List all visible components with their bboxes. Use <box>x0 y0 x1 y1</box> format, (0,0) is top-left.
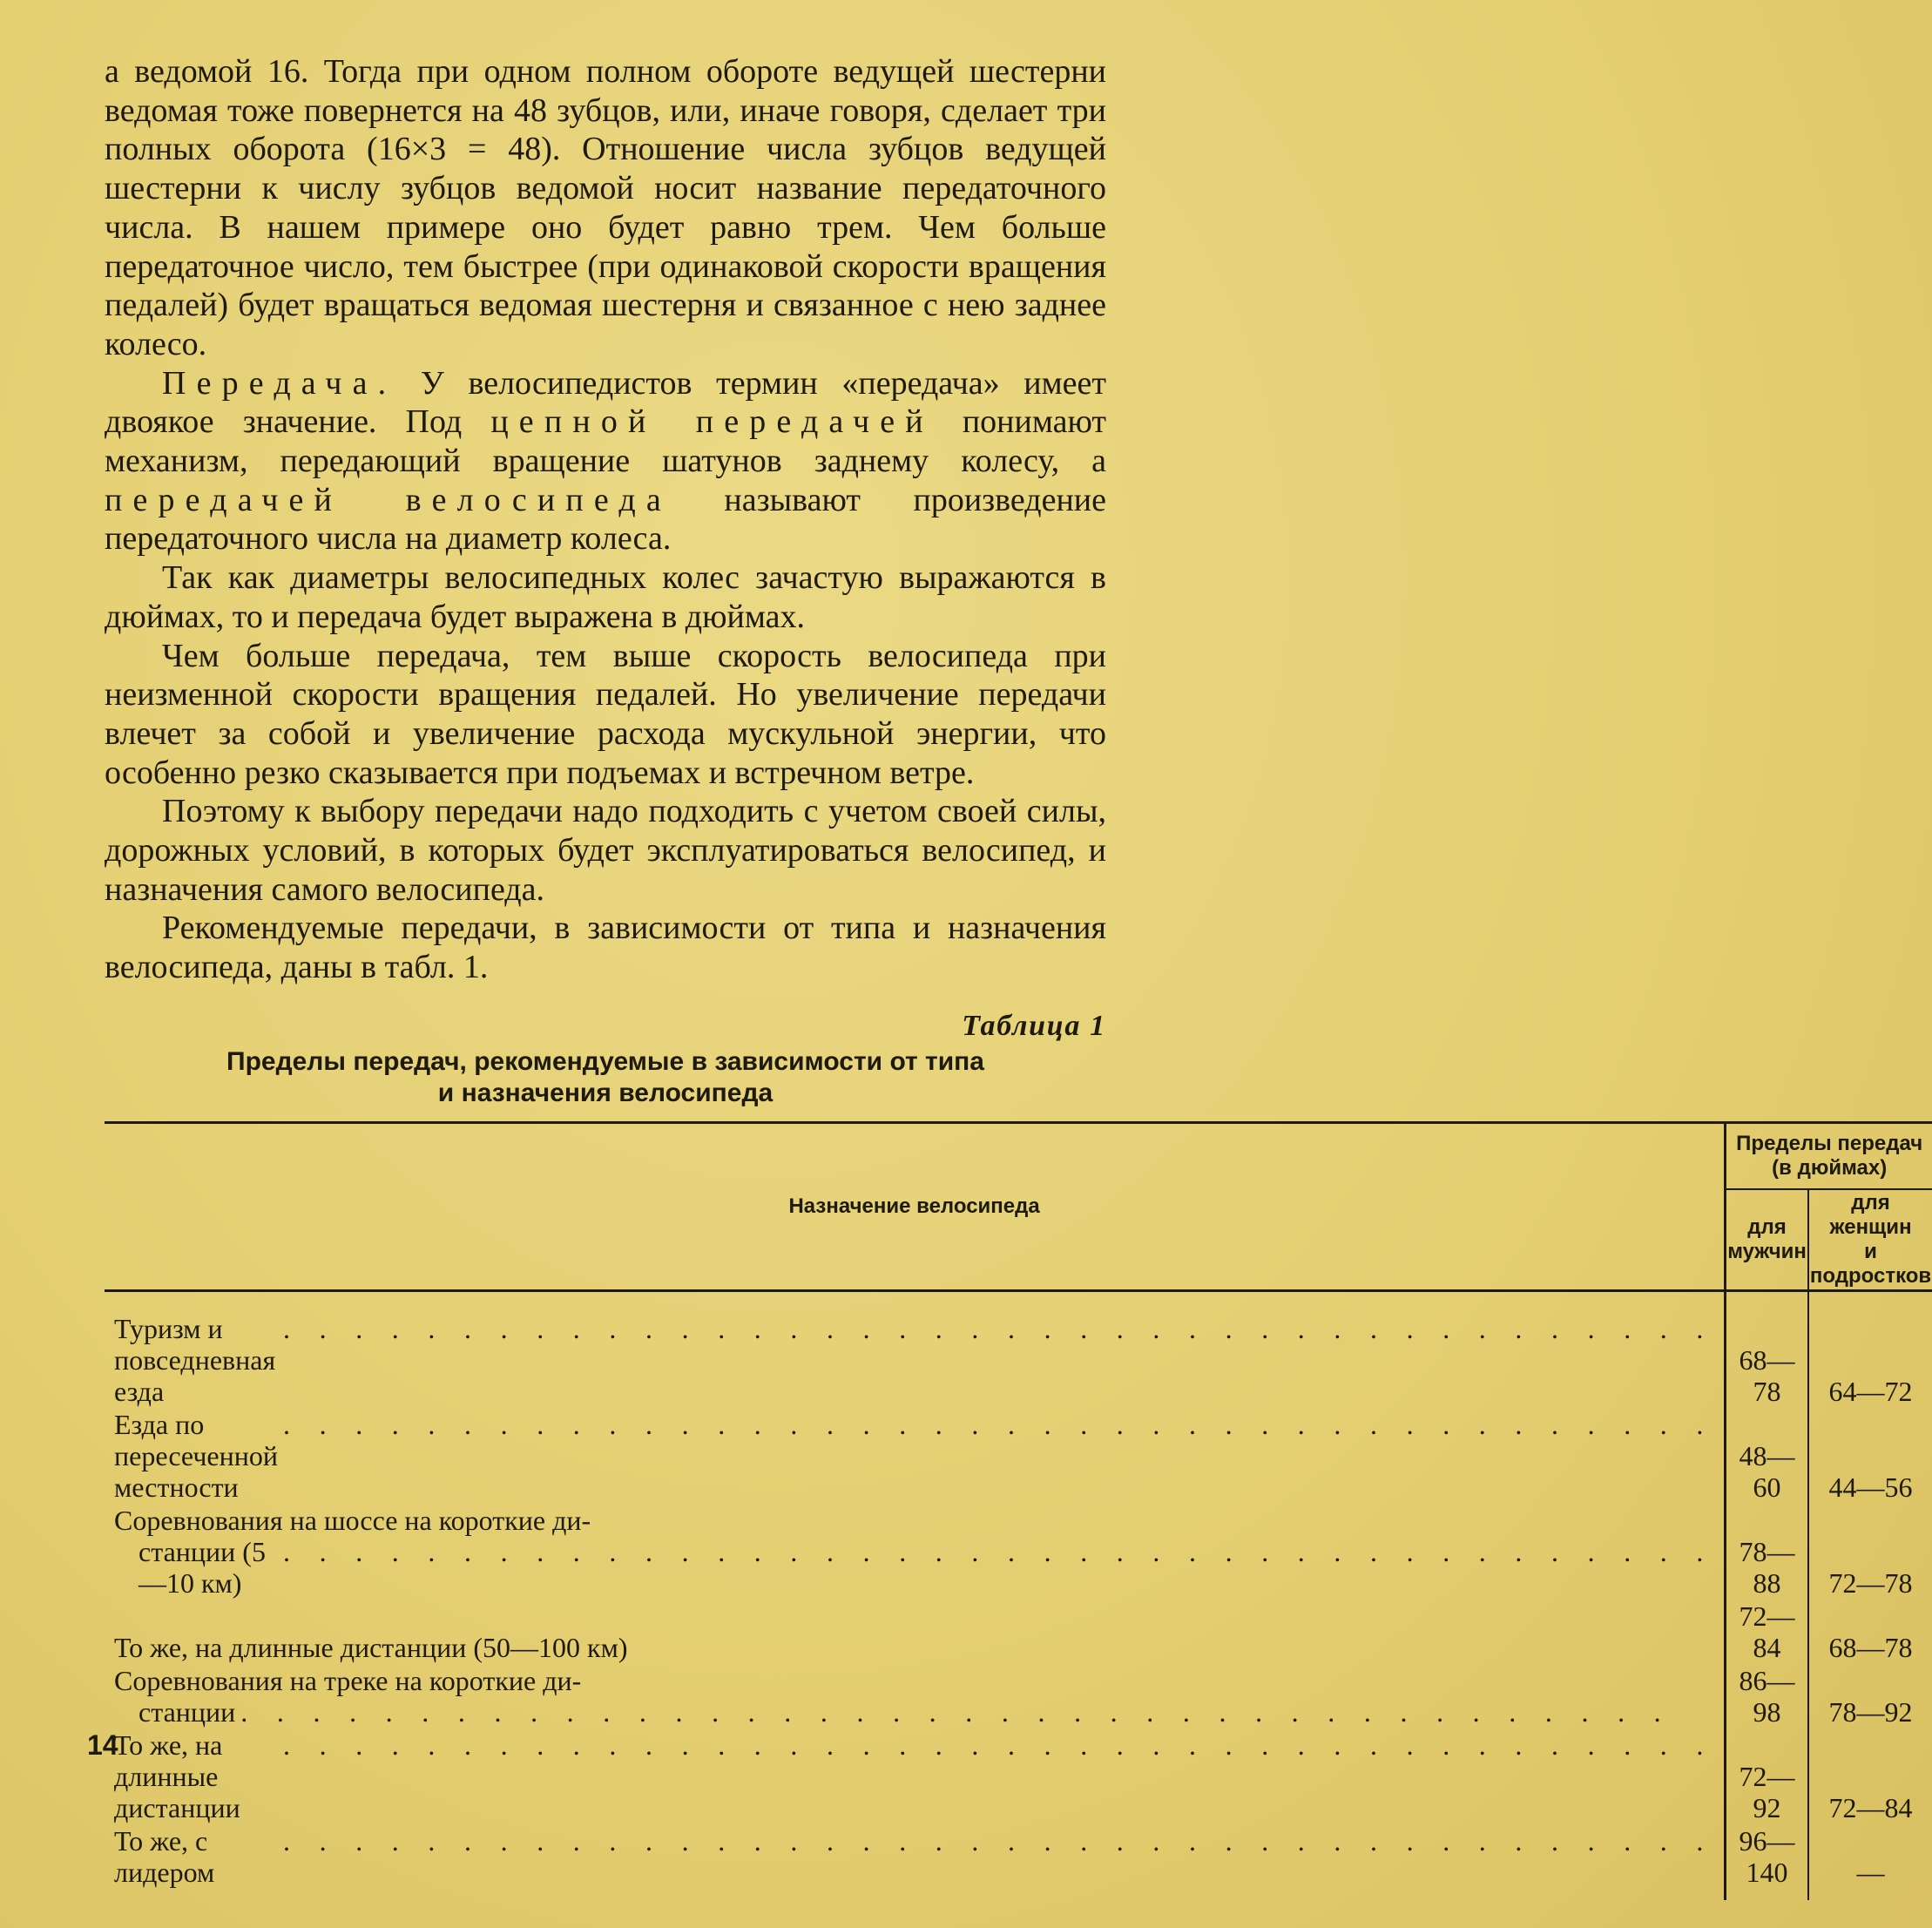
paragraph-gear-definition: Передача. У велосипедистов термин «передача» имеет двоякое значение. Под цепной передачей понимают механизм, передающий вращение шатунов заднему колесу, а передачей велосипеда называют произведение передаточного числа на диаметр колеса. <box>105 364 1106 558</box>
term-chain-transmission: цепной передачей <box>490 403 934 441</box>
table-row: Туризм и повседневная езда . . . 68—78 64—72 <box>105 1290 1932 1408</box>
term-bicycle-gear: передачей велосипеда <box>105 481 672 518</box>
table-row: То же, на длинные дистанции . . . 72—92 72—84 <box>105 1728 1932 1824</box>
gear-limits-table <box>105 1121 1932 1900</box>
header-gear-limits: Пределы передач (в дюймах) <box>1726 1122 1932 1189</box>
paragraph-gear-ratio: а ведомой 16. Тогда при одном полном обороте ведущей шестерни ведомая тоже повернется на 48 зубцов, или, иначе говоря, сделает три полных оборота (16×3 = 48). Отношение числа зубцов ведущей шестерни к числу зубцов ведомой носит название передаточного числа. В нашем примере оно будет равно трем. Чем больше передаточное число, тем быстрее (при одинаковой скорости вращения педалей) будет вращаться ведомая шестерня и связанное с нею заднее колесо. <box>105 53 1106 362</box>
body-text <box>105 52 1106 987</box>
term-transmission: Передача. <box>162 364 397 402</box>
paragraph-choice: Поэтому к выбору передачи надо подходить с учетом своей силы, дорожных условий, в которых будет эксплуатироваться велосипед, и назначения самого велосипеда. <box>105 793 1106 908</box>
book-page <box>105 52 1932 1900</box>
page-number: 14 <box>87 1729 118 1761</box>
paragraph-speed: Чем больше передача, тем выше скорость велосипеда при неизменной скорости вращения педалей. Но увеличение передачи влечет за собой и увеличение расхода мускульной энергии, что особенно резко сказывается при подъемах и встречном ветре. <box>105 637 1106 791</box>
header-women: для женщин и подростков <box>1808 1189 1932 1291</box>
table-row: То же, на длинные дистанции (50—100 км) 72—84 68—78 <box>105 1600 1932 1664</box>
paragraph-table-reference: Рекомендуемые передачи, в зависимости от типа и назначения велосипеда, даны в табл. 1. <box>105 910 1106 986</box>
header-purpose: Назначение велосипеда <box>105 1122 1726 1290</box>
table-row: Езда по пересеченной местности . . . 48—60 44—56 <box>105 1408 1932 1504</box>
table-row: То же, с лидером . . . 96—140 — <box>105 1824 1932 1900</box>
table-row: Соревнования на треке на короткие ди- станции . . . 86—98 78—92 <box>105 1664 1932 1728</box>
header-men: для мужчин <box>1726 1189 1808 1291</box>
table-number: Таблица 1 <box>962 1009 1106 1042</box>
paragraph-inches: Так как диаметры велосипедных колес зачастую выражаются в дюймах, то и передача будет выражена в дюймах. <box>105 559 1106 635</box>
table-title: Пределы передач, рекомендуемые в зависимости от типа и назначения велосипеда <box>226 1046 984 1107</box>
table-row: Соревнования на шоссе на короткие ди- станции (5—10 км) . . . 78—88 72—78 <box>105 1504 1932 1600</box>
